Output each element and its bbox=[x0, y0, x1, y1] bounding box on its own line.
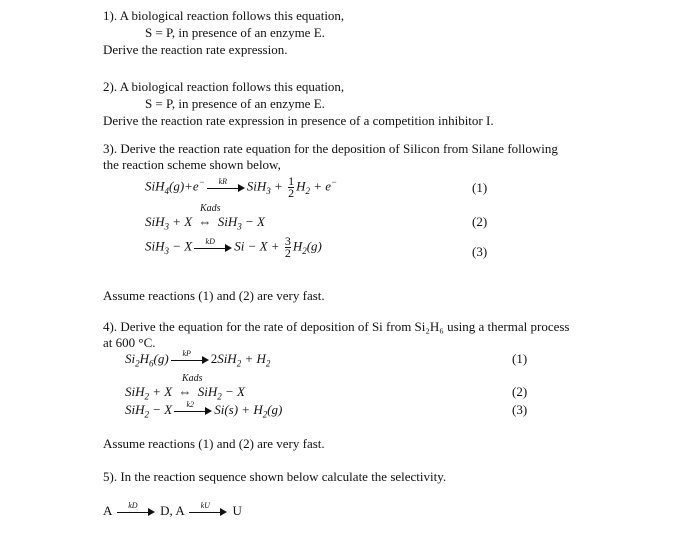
q4-line2: at 600 °C. bbox=[103, 335, 156, 350]
q4-note: Assume reactions (1) and (2) are very fast. bbox=[103, 436, 325, 451]
q4-kads-label: Kads bbox=[182, 373, 203, 384]
q3-eq3-arrow bbox=[194, 236, 232, 253]
q5-species-a: A bbox=[103, 503, 112, 518]
q3-equation-3: SiH$_3$ − X kD Si − X + $\frac{3}{2}$ $H_2(g)$ bbox=[145, 234, 322, 260]
q5-arrow-u bbox=[189, 501, 227, 517]
q3-line2: the reaction scheme shown below, bbox=[103, 157, 281, 172]
q5-arrow-d bbox=[117, 501, 155, 517]
q5-product-d: D, A bbox=[160, 503, 185, 518]
q5-arrow-u-label: kU bbox=[200, 501, 210, 511]
q3-equation-2: SiH$_3$ + X ⇔ SiH$_3$ − X bbox=[145, 214, 265, 232]
q2-line2: S = P, in presence of an enzyme E. bbox=[145, 96, 325, 111]
q4-line1: 4). Derive the equation for the rate of deposition of Si from Si₂H₆ using a thermal process bbox=[103, 319, 570, 334]
q5-line1: 5). In the reaction sequence shown below calculate the selectivity. bbox=[103, 469, 447, 484]
q3-eq3-number: (3) bbox=[472, 244, 488, 259]
q5-product-u: U bbox=[232, 503, 242, 518]
q2-line3: Derive the reaction rate expression in presence of a competition inhibitor I. bbox=[103, 113, 494, 128]
q3-equation-1: SiH$_4$(g)+e− kR SiH$_3$ + $\frac{1}{2}$ $H_2 + e^-$ bbox=[145, 174, 338, 200]
q3-eq3-rate-label: kD bbox=[205, 236, 215, 246]
q4-equation-1: $Si_2H_6(g)$ kP $2SiH_2 + H_2$ bbox=[125, 351, 270, 366]
q5-arrow-d-label: kD bbox=[128, 501, 138, 511]
q4-eq3-number: (3) bbox=[512, 402, 528, 417]
q4-eq2-number: (2) bbox=[512, 384, 528, 399]
q3-eq1-rate-label: kR bbox=[218, 176, 227, 186]
q3-line1: 3). Derive the reaction rate equation for the deposition of Silicon from Silane following bbox=[103, 141, 558, 156]
q4-eq3-arrow bbox=[174, 400, 212, 416]
q3-eq1-arrow bbox=[207, 176, 245, 193]
q2-line1: 2). A biological reaction follows this equation, bbox=[103, 79, 345, 94]
q4-eq1-arrow bbox=[171, 349, 209, 365]
q3-note: Assume reactions (1) and (2) are very fast. bbox=[103, 288, 325, 303]
q5-reaction-scheme bbox=[103, 503, 242, 518]
q4-equation-2: SiH$_2$ + X ⇔ SiH$_2$ − X bbox=[125, 384, 245, 402]
q3-eq2-number: (2) bbox=[472, 214, 488, 229]
q4-eq1-rate-label: kP bbox=[182, 349, 191, 359]
q4-eq3-rate-label: k2 bbox=[186, 400, 194, 410]
q4-equation-3: SiH$_2$ − X k2 $Si(s) + H_2(g)$ bbox=[125, 402, 282, 417]
q1-line3: Derive the reaction rate expression. bbox=[103, 42, 288, 57]
q1-line1: 1). A biological reaction follows this equation, bbox=[103, 8, 345, 23]
q3-eq1-number: (1) bbox=[472, 180, 488, 195]
q3-kads-label: Kads bbox=[200, 203, 221, 214]
q4-eq1-number: (1) bbox=[512, 351, 528, 366]
q1-line2: S = P, in presence of an enzyme E. bbox=[145, 25, 325, 40]
